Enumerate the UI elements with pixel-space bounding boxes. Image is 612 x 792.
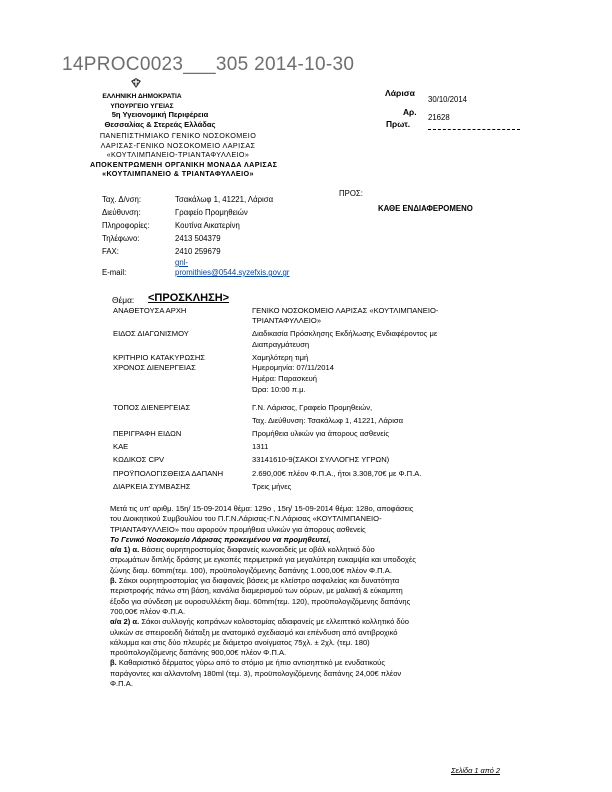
doc-date: 30/10/2014 xyxy=(428,95,468,104)
dept-value: Γραφείο Προμηθειών xyxy=(175,208,248,217)
subject-label: Θέμα: xyxy=(112,295,135,305)
table-row xyxy=(110,306,524,326)
table-row xyxy=(110,329,524,349)
region-line-2: Θεσσαλίας & Στερεάς Ελλάδας xyxy=(104,119,216,129)
subject-value: <ΠΡΟΣΚΛΗΣΗ> xyxy=(148,292,230,304)
row-value: Ημερομηνία: 07/11/2014 Ημέρα: Παρασκευή Ώρα: 10:00 π.μ. xyxy=(252,363,334,395)
region-block xyxy=(90,110,230,129)
region-line-1: 5η Υγειονομική Περιφέρεια xyxy=(111,110,209,119)
item-1a: α/α 1) α. Βάσεις ουρητηροστομίας διαφανείς κωνοειδείς με οβάλ κολλητικό δύο xyxy=(110,545,375,555)
table-row xyxy=(110,455,524,465)
body-line: στρωμάτων διπλής δράσης με εγκοπές περιμετρικά για μεγαλύτερη ευκαμψία και υποδοχές xyxy=(110,555,416,565)
body-line: ΤΡΙΑΝΤΑΦΥΛΛΕΙΟ» που αφορούν προμήθεια υλικών για άπορους ασθενείς xyxy=(110,524,366,534)
page-number: Σελίδα 1 από 2 xyxy=(451,766,500,775)
phone-label: Τηλέφωνο: xyxy=(102,234,140,243)
city-label: Λάρισα xyxy=(385,88,415,98)
protocol-label-1: Αρ. xyxy=(403,107,417,117)
row-value: 1311 xyxy=(252,442,269,452)
to-value: ΚΑΘΕ ΕΝΔΙΑΦΕΡΟΜΕΝΟ xyxy=(378,204,473,213)
table-row xyxy=(110,429,524,439)
info-label: Πληροφορίες: xyxy=(102,221,150,230)
body-line: 700,00€ πλέον Φ.Π.Α. xyxy=(110,606,186,616)
fax-label: FAX: xyxy=(102,247,119,256)
row-value: 33141610-9(ΣΑΚΟΙ ΣΥΛΛΟΓΗΣ ΥΓΡΩΝ) xyxy=(252,455,390,465)
row-key: ΠΡΟΫΠΟΛΟΓΙΣΘΕΙΣΑ ΔΑΠΑΝΗ xyxy=(113,468,224,478)
body-line: του Διοικητικού Συμβουλίου του Π.Γ.Ν.Λάρισας-Γ.Ν.Λάρισας «ΚΟΥΤΛΙΜΠΑΝΕΙΟ- xyxy=(110,514,382,524)
row-value: Διαδικασία Πρόσκλησης Εκδήλωσης Ενδιαφέροντος με Διαπραγμάτευση xyxy=(252,329,438,349)
body-line: περιστροφής πάνω στη βάση, κανάλια διαμερισμού των ούρων, με μαλακή & εύκαμπτη xyxy=(110,586,403,596)
hospital-line-1: ΠΑΝΕΠΙΣΤΗΜΙΑΚΟ ΓΕΝΙΚΟ ΝΟΣΟΚΟΜΕΙΟ xyxy=(99,131,257,140)
body-line: ζώνης διαμ. 60mm(τεμ. 100), προϋπολογιζόμενης δαπάνης 1.000,00€ πλέον Φ.Π.Α. xyxy=(110,565,392,575)
row-key: ΔΙΑΡΚΕΙΑ ΣΥΜΒΑΣΗΣ xyxy=(113,481,191,491)
row-value: Προμήθεια υλικών για άπορους ασθενείς xyxy=(252,429,390,439)
fax-value: 2410 259679 xyxy=(175,247,221,256)
hospital-block xyxy=(90,131,278,179)
protocol-dashed-line xyxy=(428,129,520,130)
table-row xyxy=(110,363,524,396)
table-row xyxy=(110,403,524,426)
row-key: ΧΡΟΝΟΣ ΔΙΕΝΕΡΓΕΙΑΣ xyxy=(113,363,196,373)
header-block xyxy=(90,92,194,111)
address-label: Ταχ. Δ/νση: xyxy=(102,195,141,204)
row-key: ΠΕΡΙΓΡΑΦΗ ΕΙΔΩΝ xyxy=(113,429,182,439)
row-key: ΚΡΙΤΗΡΙΟ ΚΑΤΑΚΥΡΩΣΗΣ xyxy=(113,352,206,362)
email-prefix-link[interactable]: gnl- xyxy=(175,258,189,267)
phone-value: 2413 504379 xyxy=(175,234,221,243)
row-value: Χαμηλότερη τιμή xyxy=(252,352,309,362)
email-link[interactable]: promithies@0544.syzefxis.gov.gr xyxy=(175,268,290,277)
email-label: E-mail: xyxy=(102,268,127,277)
row-value: Γ.Ν. Λάρισας, Γραφείο Προμηθειών, Ταχ. Διεύθυνση: Τσακάλωφ 1, 41221, Λάρισα xyxy=(252,402,403,425)
item-1b: β. Σάκοι ουρητηροστομίας για διαφανείς βάσεις με κλείστρο ασφαλείας και δυνατότητα xyxy=(110,576,400,586)
row-key: ΚΩΔΙΚΟΣ CPV xyxy=(113,455,165,465)
unit-line-2: «ΚΟΥΤΛΙΜΠΑΝΕΙΟ & ΤΡΙΑΝΤΑΦΥΛΛΕΙΟ» xyxy=(102,169,254,178)
row-value: 2.690,00€ πλέον Φ.Π.Α., ήτοι 3.308,70€ με Φ.Π.Α. xyxy=(252,468,422,478)
body-line: έξοδο για σύνδεση με ουροσυλλέκτη διαμ. 60mm(τεμ. 120), προϋπολογιζόμενης δαπάνης xyxy=(110,596,411,606)
document-id-watermark: 14PROC0023___305 2014-10-30 xyxy=(62,54,355,75)
table-row xyxy=(110,482,524,492)
body-line: προϋπολογιζόμενης δαπάνης 900,00€ πλέον Φ.Π.Α. xyxy=(110,648,287,658)
table-row xyxy=(110,442,524,452)
protocol-label-2: Πρωτ. xyxy=(386,119,411,129)
body-line: υλικών σε σπειροειδή διάταξη με ανατομικό σχεδιασμό και επένδυση από αντιβροχικό xyxy=(110,627,398,637)
item-2b: β. Καθαριστικό δέρματος γύρω από το στόμιο με ήπιο αντισηπτικό με ενυδατικούς xyxy=(110,658,385,668)
unit-line-1: ΑΠΟΚΕΝΤΡΩΜΕΝΗ ΟΡΓΑΝΙΚΗ ΜΟΝΑΔΑ ΛΑΡΙΣΑΣ xyxy=(90,159,278,169)
country-name: ΕΛΛΗΝΙΚΗ ΔΗΜΟΚΡΑΤΙΑ xyxy=(102,93,182,100)
item-2a: α/α 2) α. Σάκοι συλλογής κοπράνων κολοστομίας αδιαφανείς με ελλειπτικό κολλητικό δύο xyxy=(110,617,410,627)
body-line: Μετά τις υπ' αριθμ. 15η/ 15-09-2014 θέμα: 129ο , 15η/ 15-09-2014 θέμα: 128ο, αποφάσεις xyxy=(110,504,414,513)
body-line: Το Γενικό Νοσοκομείο Λάρισας προκειμένου να προμηθευτεί, xyxy=(110,534,331,544)
dept-label: Διεύθυνση: xyxy=(102,208,141,217)
row-key: ΚΑΕ xyxy=(113,442,129,452)
address-value: Τσακάλωφ 1, 41221, Λάρισα xyxy=(175,195,274,204)
row-key: ΕΙΔΟΣ ΔΙΑΓΩΝΙΣΜΟΥ xyxy=(113,329,189,339)
row-value: Τρεις μήνες xyxy=(252,481,292,491)
hospital-line-2: ΛΑΡΙΣΑΣ-ΓΕΝΙΚΟ ΝΟΣΟΚΟΜΕΙΟ ΛΑΡΙΣΑΣ xyxy=(100,140,256,150)
table-row xyxy=(110,353,524,363)
tender-details-table xyxy=(110,306,524,492)
coat-of-arms-icon xyxy=(130,78,142,88)
info-value: Κουτίνα Αικατερίνη xyxy=(175,221,240,230)
row-key: ΑΝΑΘΕΤΟΥΣΑ ΑΡΧΗ xyxy=(113,306,187,315)
body-line: κάλυμμα και στις δύο πλευρές με διάμετρο ανοίγματος 75χλ. ± 2χλ. (τεμ. 180) xyxy=(110,637,370,647)
table-row xyxy=(110,469,524,479)
ministry-name: ΥΠΟΥΡΓΕΙΟ ΥΓΕΙΑΣ xyxy=(110,102,174,110)
body-line: παράγοντες και αλλαντοΐνη 180ml (τεμ. 3), προϋπολογιζόμενης δαπάνης 24,00€ πλέον xyxy=(110,668,402,678)
body-text xyxy=(110,504,515,689)
row-value: ΓΕΝΙΚΟ ΝΟΣΟΚΟΜΕΙΟ ΛΑΡΙΣΑΣ «ΚΟΥΤΛΙΜΠΑΝΕΙΟ- ΤΡΙΑΝΤΑΦΥΛΛΕΙΟ» xyxy=(252,306,439,326)
protocol-number: 21628 xyxy=(428,113,450,122)
row-key: ΤΟΠΟΣ ΔΙΕΝΕΡΓΕΙΑΣ xyxy=(113,402,191,412)
body-line: Φ.Π.Α. xyxy=(110,679,133,689)
hospital-line-3: «ΚΟΥΤΛΙΜΠΑΝΕΙΟ-ΤΡΙΑΝΤΑΦΥΛΛΕΙΟ» xyxy=(106,150,250,159)
table-row xyxy=(110,396,524,403)
to-label: ΠΡΟΣ: xyxy=(339,189,363,198)
